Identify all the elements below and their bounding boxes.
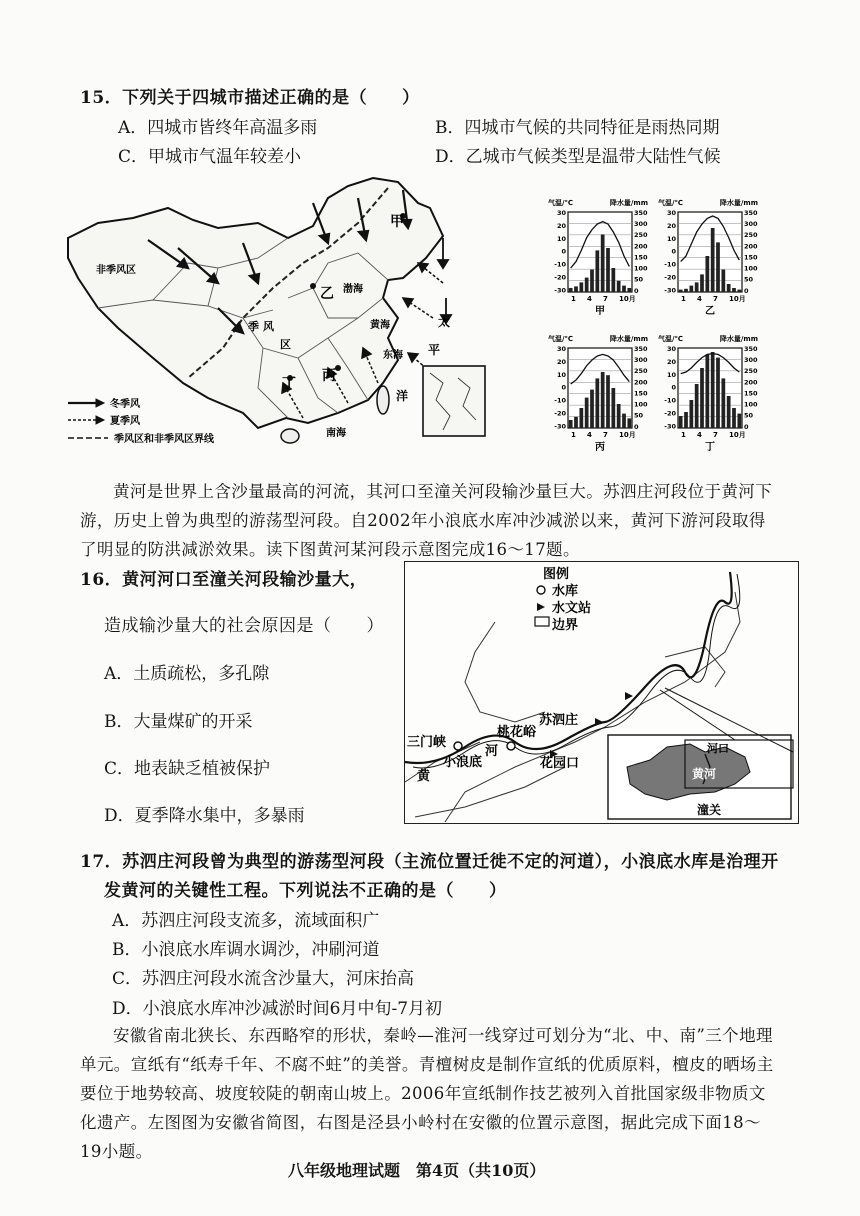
precip-tick: 50: [744, 411, 754, 420]
precip-tick: 150: [744, 389, 758, 398]
chart-name: 丙: [595, 442, 605, 453]
temp-axis-label: 气温/℃: [658, 199, 684, 207]
precip-tick: 0: [634, 286, 639, 295]
precip-bar: [700, 274, 704, 292]
precip-bar: [695, 384, 699, 428]
precip-bar: [705, 256, 709, 292]
precip-tick: 200: [744, 378, 758, 387]
precip-bar: [721, 270, 725, 292]
precip-bar: [689, 286, 693, 292]
temp-tick: 0: [561, 247, 566, 256]
precip-axis-label: 降水量/mm: [609, 335, 648, 343]
label-ping: 平: [428, 343, 441, 357]
q15-option-a: A．四城市皆终年高温多雨: [118, 118, 318, 138]
q17-option-b: B．小浪底水库调水调沙，冲刷河道: [112, 940, 380, 960]
month-tick: 10月: [729, 295, 746, 303]
precip-tick: 100: [744, 400, 758, 409]
precip-tick: 200: [744, 242, 758, 251]
precip-bar: [727, 396, 731, 428]
passage-anhui: 安徽省南北狭长、东西略窄的形状，秦岭—淮河一线穿过可划分为“北、中、南”三个地理单元。宣纸有“纸寿千年、不腐不蛀”的美誉。青檀树皮是制作宣纸的优质原料，檀皮的晒场主要位于地势较高、坡度较陡的朝南山坡上。2006年宣纸制作技艺被列入首批国家级非物质文化遗产。左图图为安徽省简图，右图是泾县小岭村在安徽的位置示意图，据此完成下面18～19小题。: [80, 1026, 774, 1161]
precip-tick: 0: [744, 286, 749, 295]
q16-stem-line2: 造成输沙量大的社会原因是（ ）: [104, 616, 384, 636]
precip-bar: [695, 282, 699, 292]
temp-tick: -10: [554, 260, 566, 269]
temp-tick: -20: [554, 409, 566, 418]
temp-tick: -20: [664, 273, 676, 282]
precip-tick: 100: [634, 400, 648, 409]
precip-tick: 250: [744, 231, 758, 240]
label-donghai: 东海: [383, 350, 403, 361]
page-footer: 八年级地理试题 第4页（共10页）: [288, 1161, 546, 1180]
precip-bar: [711, 352, 715, 428]
label-nanhai: 南海: [326, 428, 346, 439]
precip-bar: [617, 404, 621, 428]
label-yi: 乙: [320, 286, 334, 302]
precip-tick: 350: [634, 209, 648, 217]
precip-bar: [679, 416, 683, 428]
month-tick: 10月: [619, 431, 636, 439]
precip-tick: 350: [744, 345, 758, 353]
q16-option-c: C．地表缺乏植被保护: [104, 759, 271, 779]
label-qu: 区: [280, 338, 291, 351]
chart-name: 甲: [595, 306, 605, 317]
legend-title: 图例: [543, 567, 570, 582]
temp-tick: -20: [664, 409, 676, 418]
legend-reservoir: 水库: [552, 584, 579, 599]
label-feng: 风: [263, 320, 274, 333]
precip-tick: 250: [634, 367, 648, 376]
month-tick: 7: [713, 295, 718, 303]
month-tick: 1: [571, 295, 576, 303]
q15-option-d: D．乙城市气候类型是温带大陆性气候: [435, 147, 721, 167]
temp-axis-label: 气温/℃: [548, 199, 574, 207]
precip-bar: [601, 234, 605, 292]
month-tick: 7: [603, 295, 608, 303]
precip-tick: 350: [744, 209, 758, 217]
precip-bar: [727, 284, 731, 292]
precip-bar: [601, 372, 605, 428]
temp-tick: -20: [554, 273, 566, 282]
precip-tick: 300: [634, 356, 648, 365]
precip-bar: [716, 358, 720, 428]
temp-tick: 30: [666, 345, 676, 353]
label-huayuankou: 花园口: [540, 756, 580, 771]
temp-tick: -10: [664, 260, 676, 269]
legend-summer: 夏季风: [110, 416, 140, 427]
chart-name: 乙: [705, 306, 715, 317]
precip-axis-label: 降水量/mm: [609, 199, 648, 207]
label-nonmonsoon: 非季风区: [96, 265, 136, 276]
temp-tick: 0: [671, 247, 676, 256]
q17-option-a: A．苏泗庄河段支流多，流域面积广: [112, 911, 380, 931]
q16-option-b: B．大量煤矿的开采: [104, 712, 253, 732]
legend-boundary: 季风区和非季风区界线: [114, 434, 214, 445]
q17-option-d: D．小浪底水库冲沙减淤时间6月中旬-7月初: [112, 999, 443, 1019]
temp-tick: -30: [554, 286, 566, 295]
q16-option-d: D．夏季降水集中，多暴雨: [104, 806, 305, 826]
precip-bar: [721, 378, 725, 428]
month-tick: 10月: [619, 295, 636, 303]
temp-tick: 30: [556, 345, 566, 353]
precip-tick: 50: [744, 275, 754, 284]
q16-option-a: A．土质疏松，多孔隙: [104, 664, 270, 684]
label-bohai: 渤海: [343, 284, 363, 295]
precip-tick: 250: [744, 367, 758, 376]
precip-bar: [732, 408, 736, 428]
precip-bar: [585, 398, 589, 428]
legend-winter: 冬季风: [110, 399, 140, 410]
label-ding: 丁: [282, 376, 296, 392]
q15-option-b: B．四城市气候的共同特征是雨热同期: [435, 118, 720, 138]
chart-name: 丁: [705, 442, 715, 453]
precip-bar: [684, 412, 688, 428]
precip-bar: [705, 354, 709, 428]
label-sanmenxia: 三门峡: [407, 735, 447, 750]
month-tick: 1: [681, 295, 686, 303]
precip-bar: [579, 408, 583, 428]
precip-axis-label: 降水量/mm: [719, 335, 758, 343]
precip-tick: 150: [744, 253, 758, 262]
precip-bar: [574, 286, 578, 292]
label-he: 河: [485, 744, 499, 759]
precip-bar: [590, 390, 594, 428]
precip-bar: [732, 288, 736, 292]
inset-river-label: 黄河: [692, 767, 717, 781]
precip-bar: [569, 288, 573, 292]
temp-tick: -30: [664, 286, 676, 295]
q15-stem: 15．下列关于四城市描述正确的是（ ）: [80, 88, 420, 108]
passage-yellow-river: 黄河是世界上含沙量最高的河流，其河口至潼关河段输沙量巨大。苏泗庄河段位于黄河下游，历史上曾为典型的游荡型河段。自2002年小浪底水库冲沙减淤以来，黄河下游河段取得了明显的防洪减淤效果。读下图黄河某河段示意图完成16～17题。: [80, 482, 773, 559]
month-tick: 7: [713, 431, 718, 439]
q17-option-c: C．苏泗庄河段水流含沙量大，河床抬高: [112, 969, 415, 989]
month-tick: 4: [697, 431, 702, 439]
precip-tick: 50: [634, 411, 644, 420]
temp-axis-label: 气温/℃: [548, 335, 574, 343]
precip-bar: [606, 375, 610, 428]
china-monsoon-map: [58, 168, 508, 460]
precip-bar: [579, 282, 583, 292]
temp-tick: -10: [554, 396, 566, 405]
label-huang: 黄: [417, 769, 431, 784]
inset-tongguan-label: 潼关: [697, 803, 722, 817]
precip-bar: [711, 228, 715, 292]
temp-tick: 20: [556, 357, 566, 366]
temp-tick: 10: [666, 234, 676, 243]
precip-bar: [622, 286, 626, 292]
precip-bar: [737, 290, 741, 292]
legend-boundary: 边界: [552, 618, 579, 633]
yellow-river-map: [404, 561, 799, 824]
precip-bar: [627, 288, 631, 292]
temp-tick: -10: [664, 396, 676, 405]
label-ji: 季: [248, 320, 259, 333]
month-tick: 4: [587, 295, 592, 303]
precip-bar: [684, 289, 688, 292]
temp-tick: -30: [664, 422, 676, 431]
month-tick: 1: [681, 431, 686, 439]
precip-bar: [611, 268, 615, 292]
climate-charts: [540, 196, 758, 460]
temp-tick: 20: [666, 357, 676, 366]
precip-bar: [574, 417, 578, 428]
precip-bar: [590, 270, 594, 292]
precip-tick: 0: [634, 422, 639, 431]
label-yang: 洋: [396, 389, 409, 403]
precip-tick: 100: [634, 264, 648, 273]
month-tick: 7: [603, 431, 608, 439]
precip-tick: 200: [634, 378, 648, 387]
precip-bar: [617, 281, 621, 292]
precip-bar: [716, 242, 720, 292]
precip-bar: [595, 250, 599, 292]
precip-tick: 300: [634, 220, 648, 229]
month-tick: 4: [697, 295, 702, 303]
label-susizhuang: 苏泗庄: [539, 713, 579, 728]
precip-tick: 150: [634, 253, 648, 262]
precip-bar: [585, 278, 589, 292]
precip-bar: [622, 414, 626, 428]
label-jia: 甲: [390, 214, 404, 230]
q15-option-c: C．甲城市气温年较差小: [118, 147, 302, 167]
precip-tick: 350: [634, 345, 648, 353]
inset-hekou-label: 河口: [707, 742, 729, 755]
q17-stem-line1: 17．苏泗庄河段曾为典型的游荡型河段（主流位置迁徙不定的河道），小浪底水库是治理开: [80, 852, 779, 872]
temp-axis-label: 气温/℃: [658, 335, 684, 343]
precip-bar: [737, 414, 741, 428]
temp-tick: 10: [666, 370, 676, 379]
label-taohuayu: 桃花峪: [497, 725, 537, 740]
temp-tick: 30: [666, 209, 676, 217]
precip-bar: [689, 400, 693, 428]
month-tick: 4: [587, 431, 592, 439]
precip-bar: [606, 248, 610, 292]
precip-tick: 0: [744, 422, 749, 431]
precip-bar: [595, 378, 599, 428]
precip-tick: 200: [634, 242, 648, 251]
temp-tick: 20: [556, 221, 566, 230]
precip-bar: [611, 388, 615, 428]
temp-tick: 0: [561, 383, 566, 392]
legend-station: 水文站: [552, 601, 592, 616]
precip-bar: [700, 368, 704, 428]
q16-stem-line1: 16．黄河河口至潼关河段输沙量大，: [80, 570, 368, 590]
precip-tick: 150: [634, 389, 648, 398]
q17-stem-line2: 发黄河的关键性工程。下列说法不正确的是（ ）: [104, 881, 507, 901]
label-tai: 太: [438, 315, 451, 329]
precip-tick: 100: [744, 264, 758, 273]
temp-tick: -30: [554, 422, 566, 431]
label-huanghai: 黄海: [370, 320, 390, 331]
precip-bar: [569, 420, 573, 428]
precip-bar: [679, 290, 683, 292]
precip-bar: [627, 418, 631, 428]
precip-tick: 300: [744, 220, 758, 229]
precip-tick: 250: [634, 231, 648, 240]
precip-tick: 300: [744, 356, 758, 365]
month-tick: 10月: [729, 431, 746, 439]
precip-axis-label: 降水量/mm: [719, 199, 758, 207]
temp-tick: 10: [556, 370, 566, 379]
temp-tick: 0: [671, 383, 676, 392]
temp-tick: 30: [556, 209, 566, 217]
precip-tick: 50: [634, 275, 644, 284]
temp-tick: 10: [556, 234, 566, 243]
temp-tick: 20: [666, 221, 676, 230]
month-tick: 1: [571, 431, 576, 439]
label-bing: 丙: [322, 368, 336, 384]
label-xiaolangdi: 小浪底: [443, 755, 483, 770]
